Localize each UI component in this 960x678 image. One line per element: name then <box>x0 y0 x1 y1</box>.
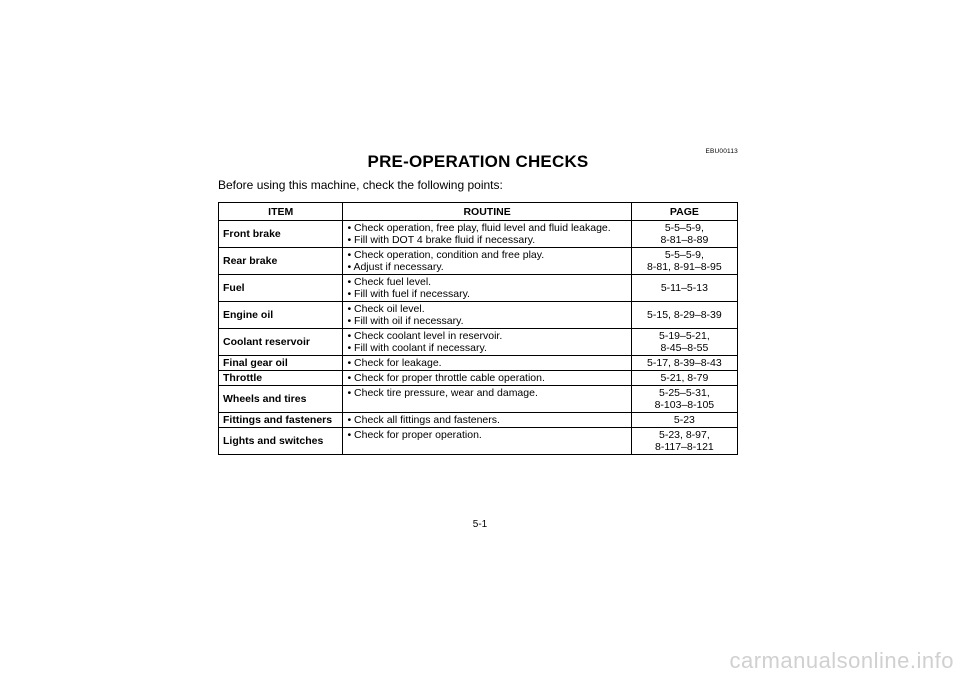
page-ref-cell <box>631 302 737 329</box>
page-reference: 8-81–8-89 <box>660 234 709 246</box>
page-reference: 5-21, 8-79 <box>660 372 709 384</box>
routine-cell <box>343 371 631 386</box>
pre-operation-checks-table <box>218 202 738 455</box>
routine-cell <box>343 386 631 413</box>
table-row <box>219 302 738 329</box>
column-header-item: ITEM <box>219 203 343 221</box>
table-row <box>219 275 738 302</box>
table-row <box>219 371 738 386</box>
page-reference: 5-5–5-9, <box>664 249 704 261</box>
table-row <box>219 413 738 428</box>
column-header-routine: ROUTINE <box>343 203 631 221</box>
item-cell: Throttle <box>219 371 343 386</box>
page-reference: 8-103–8-105 <box>654 399 715 411</box>
watermark: carmanualsonline.info <box>729 648 954 673</box>
routine-step: • Fill with coolant if necessary. <box>347 342 487 354</box>
routine-step: • Check for proper operation. <box>347 429 482 441</box>
page-reference: 5-25–5-31, <box>658 387 710 399</box>
intro-text: Before using this machine, check the following points: <box>218 178 503 192</box>
routine-cell <box>343 221 631 248</box>
page-ref-cell <box>631 428 737 455</box>
page-ref-cell <box>631 356 737 371</box>
table-row <box>219 428 738 455</box>
routine-step: • Check oil level. <box>347 303 425 315</box>
routine-step: • Adjust if necessary. <box>347 261 444 273</box>
routine-cell <box>343 356 631 371</box>
page-reference: 5-15, 8-29–8-39 <box>647 309 722 321</box>
routine-cell <box>343 428 631 455</box>
page-reference: 8-117–8-121 <box>654 441 714 453</box>
page-reference: 5-17, 8-39–8-43 <box>647 357 722 369</box>
table-body <box>219 221 738 455</box>
routine-cell <box>343 302 631 329</box>
document-code: EBU00113 <box>705 148 738 155</box>
page-ref-cell <box>631 248 737 275</box>
page-number: 5-1 <box>472 519 488 530</box>
table-header-row <box>219 203 738 221</box>
routine-cell <box>343 275 631 302</box>
routine-step: • Check coolant level in reservoir. <box>347 330 503 342</box>
routine-step: • Fill with oil if necessary. <box>347 315 464 327</box>
page-reference: 5-23 <box>673 414 695 426</box>
routine-step: • Check operation, condition and free play. <box>347 249 545 261</box>
page-ref-cell <box>631 221 737 248</box>
item-cell: Rear brake <box>219 248 343 275</box>
page-ref-cell <box>631 386 737 413</box>
table-row <box>219 356 738 371</box>
page-ref-cell <box>631 371 737 386</box>
routine-cell <box>343 413 631 428</box>
page-reference: 5-19–5-21, <box>658 330 710 342</box>
table-row <box>219 329 738 356</box>
page-reference: 8-81, 8-91–8-95 <box>647 261 722 273</box>
page-reference: 5-23, 8-97, <box>658 429 710 441</box>
routine-step: • Check for proper throttle cable operation. <box>347 372 545 384</box>
item-cell: Engine oil <box>219 302 343 329</box>
routine-step: • Fill with fuel if necessary. <box>347 288 470 300</box>
page-reference: 8-45–8-55 <box>660 342 709 354</box>
item-cell: Lights and switches <box>219 428 343 455</box>
page-title: PRE-OPERATION CHECKS <box>367 152 589 171</box>
routine-step: • Check tire pressure, wear and damage. <box>347 387 538 399</box>
item-cell: Front brake <box>219 221 343 248</box>
routine-step: • Check fuel level. <box>347 276 432 288</box>
page-ref-cell <box>631 275 737 302</box>
item-cell: Fittings and fasteners <box>219 413 343 428</box>
item-cell: Coolant reservoir <box>219 329 343 356</box>
page-ref-cell <box>631 329 737 356</box>
routine-step: • Check for leakage. <box>347 357 442 369</box>
table-row <box>219 248 738 275</box>
page-ref-cell <box>631 413 737 428</box>
item-cell: Final gear oil <box>219 356 343 371</box>
table-row <box>219 221 738 248</box>
routine-step: • Check all fittings and fasteners. <box>347 414 500 426</box>
column-header-page: PAGE <box>631 203 737 221</box>
item-cell: Wheels and tires <box>219 386 343 413</box>
routine-step: • Fill with DOT 4 brake fluid if necessary. <box>347 234 536 246</box>
routine-step: • Check operation, free play, fluid level and fluid leakage. <box>347 222 611 234</box>
routine-cell <box>343 248 631 275</box>
item-cell: Fuel <box>219 275 343 302</box>
page-reference: 5-5–5-9, <box>664 222 704 234</box>
table-row <box>219 386 738 413</box>
routine-cell <box>343 329 631 356</box>
page-reference: 5-11–5-13 <box>660 282 708 294</box>
